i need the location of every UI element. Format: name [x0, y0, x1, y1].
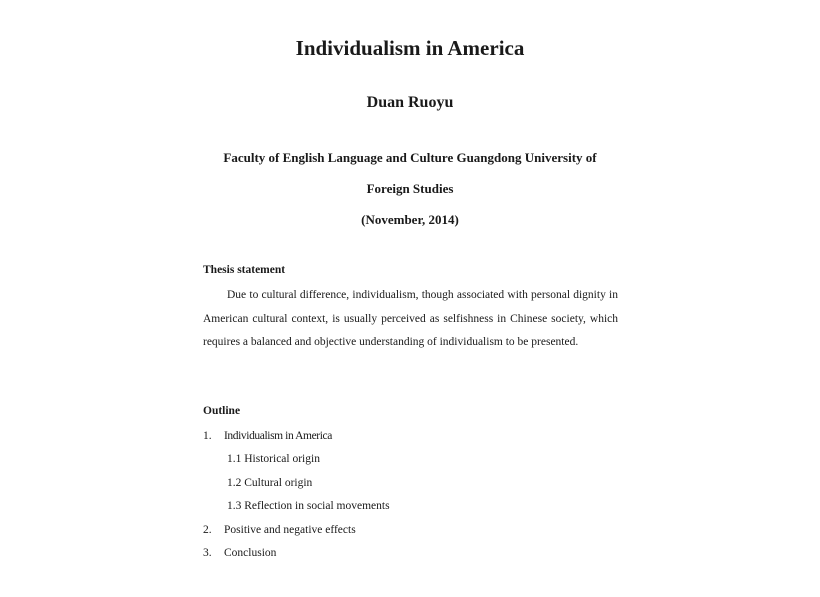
author-name: Duan Ruoyu: [366, 94, 454, 111]
outline-subitem: [203, 495, 623, 518]
outline-item-label: 1.1 Historical origin: [227, 453, 320, 466]
thesis-body: Due to cultural difference, individualism, though associated with personal dignity in American cultural context, is usually perceived as selfishness in Chinese society, which requires a balanced and objective understanding of individualism to be presented.: [203, 289, 618, 348]
outline-item: [203, 542, 623, 565]
outline-item: [203, 519, 623, 542]
affiliation-line-2: Foreign Studies: [366, 181, 454, 196]
outline-item-number: 1.: [203, 430, 212, 442]
outline-item-label: 1.2 Cultural origin: [227, 476, 313, 489]
document-date: (November, 2014): [361, 212, 459, 227]
outline-item: [203, 425, 623, 448]
document-title: Individualism in America: [295, 36, 525, 60]
thesis-heading: Thesis statement: [203, 264, 286, 276]
outline-list: [203, 425, 623, 565]
outline-item-label: Individualism in America: [224, 430, 332, 442]
outline-item-label: Conclusion: [224, 546, 277, 559]
outline-item-number: 3.: [203, 546, 212, 559]
outline-item-number: 2.: [203, 523, 212, 536]
outline-heading: Outline: [203, 405, 241, 417]
outline-item-label: Positive and negative effects: [224, 523, 356, 536]
outline-subitem: [203, 448, 623, 471]
outline-item-label: 1.3 Reflection in social movements: [227, 500, 390, 513]
outline-subitem: [203, 472, 623, 495]
affiliation-line-1: Faculty of English Language and Culture Guangdong University of: [223, 150, 597, 165]
